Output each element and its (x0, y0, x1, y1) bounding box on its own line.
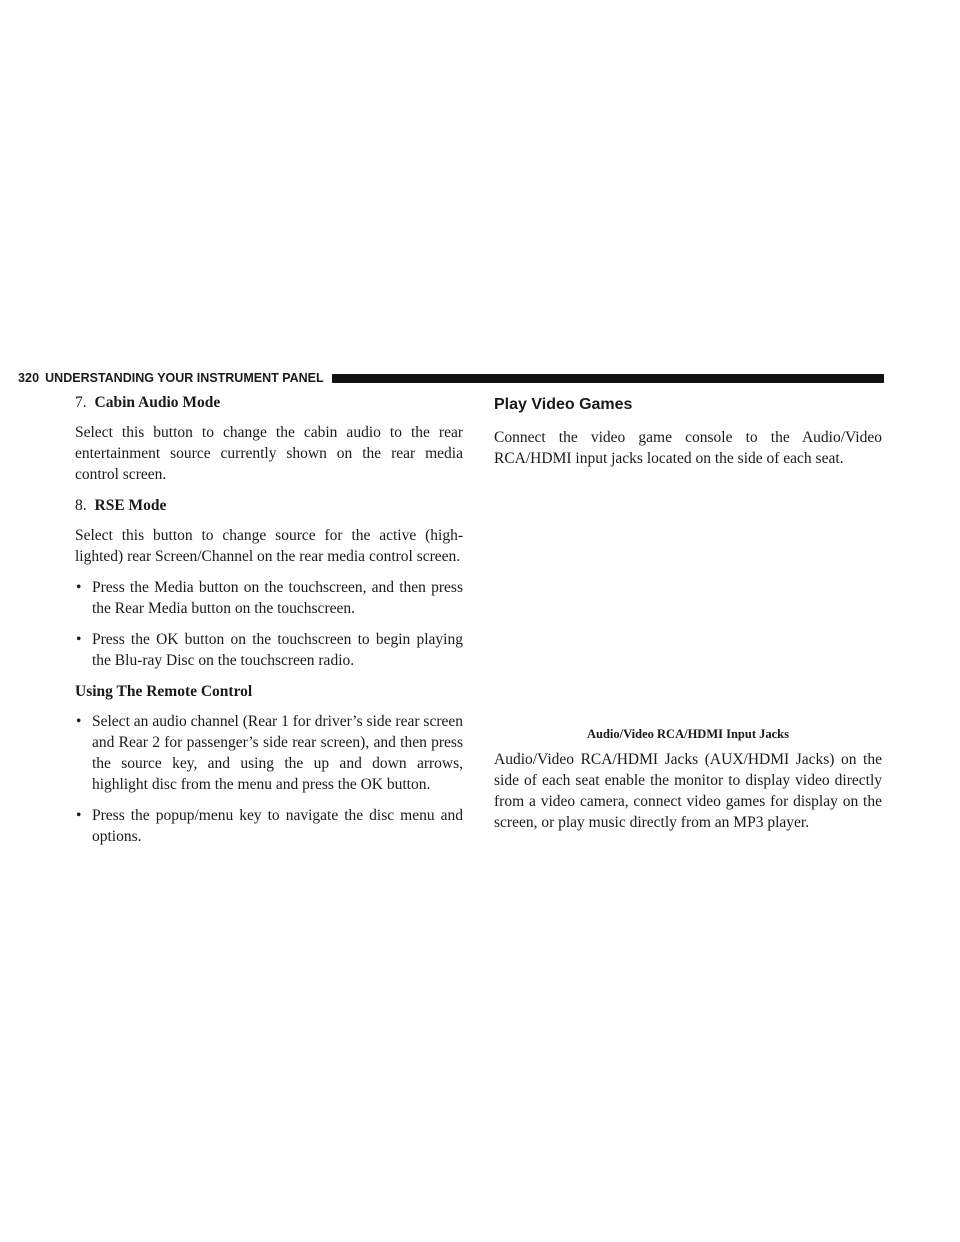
section-heading: Play Video Games (494, 396, 633, 413)
right-column (494, 392, 882, 843)
item-8-description: Select this button to change source for the active (high-lighted) rear Screen/Channel on the rear media control screen. (75, 527, 463, 565)
remote-bullet-list (75, 711, 463, 847)
item-label: Cabin Audio Mode (94, 394, 221, 411)
item-number: 8. (75, 497, 87, 514)
left-column (75, 392, 463, 857)
header-rule (332, 374, 884, 383)
item-8-heading (75, 495, 463, 516)
bullet-marker: • (76, 579, 82, 596)
body-paragraph: Audio/Video RCA/HDMI Jacks (AUX/HDMI Jacks) on the side of each seat enable the monitor to display video directly from a video camera, connect video games for display on the screen, or play music directly from an MP3 player. (494, 751, 882, 831)
item-8-bullet-list (75, 577, 463, 671)
page-header (18, 370, 884, 386)
figure-area (494, 479, 882, 725)
item-7-heading (75, 392, 463, 413)
list-item-text: Press the OK button on the touchscreen to begin playing the Blu-ray Disc on the touchscreen radio. (92, 631, 463, 669)
list-item (75, 629, 463, 671)
list-item (75, 711, 463, 795)
item-number: 7. (75, 394, 87, 411)
list-item-text: Press the popup/menu key to navigate the disc menu and options. (92, 807, 463, 845)
item-label: RSE Mode (94, 497, 167, 514)
bullet-marker: • (76, 631, 82, 648)
figure-caption: Audio/Video RCA/HDMI Input Jacks (586, 727, 789, 741)
bullet-marker: • (76, 713, 82, 730)
list-item (75, 577, 463, 619)
list-item-text: Select an audio channel (Rear 1 for driver’s side rear screen and Rear 2 for passenger’s side rear screen), and then press the source key, and using the up and down arrows, highlight disc from the menu and press the OK button. (92, 713, 463, 793)
remote-control-heading: Using The Remote Control (75, 683, 253, 700)
item-7-description: Select this button to change the cabin audio to the rear entertainment source currently shown on the rear media control screen. (75, 424, 463, 483)
intro-paragraph: Connect the video game console to the Audio/Video RCA/HDMI input jacks located on the side of each seat. (494, 429, 882, 467)
page-number: 320 (18, 371, 40, 385)
list-item (75, 805, 463, 847)
bullet-marker: • (76, 807, 82, 824)
section-title: UNDERSTANDING YOUR INSTRUMENT PANEL (45, 371, 324, 385)
list-item-text: Press the Media button on the touchscreen, and then press the Rear Media button on the touchscreen. (92, 579, 463, 617)
